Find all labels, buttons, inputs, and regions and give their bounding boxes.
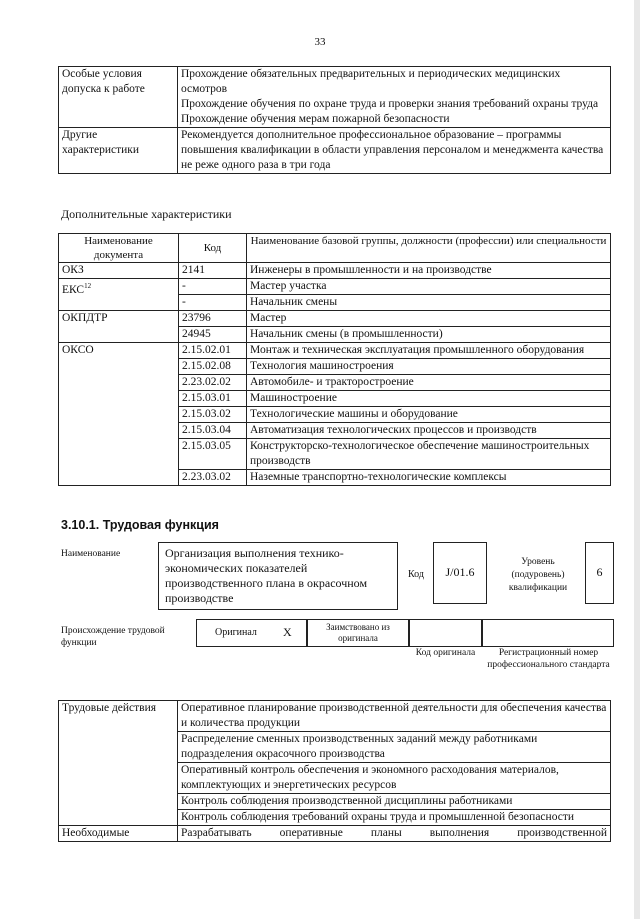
scan-edge xyxy=(634,0,640,919)
name-cell: Автоматизация технологических процессов и производств xyxy=(247,423,611,439)
list-item: Прохождение обучения мерам пожарной безопасности xyxy=(181,113,450,125)
original-mark: X xyxy=(283,625,292,639)
actions-table xyxy=(58,700,611,842)
doc-cell: ОКСО xyxy=(59,343,179,486)
row-label: Другие характеристики xyxy=(59,128,178,174)
name-cell: Конструкторско-технологическое обеспечение машиностроительных производств xyxy=(247,439,611,470)
table-row xyxy=(59,311,611,327)
header-code: Код xyxy=(179,234,247,263)
code-cell: 2.23.03.02 xyxy=(179,470,247,486)
code-cell: - xyxy=(179,279,247,295)
table-row xyxy=(59,701,611,732)
list-item: Оперативный контроль обеспечения и экономного расходования материалов, комплектующих и энергетических ресурсов xyxy=(178,763,611,794)
name-cell: Наземные транспортно-технологические комплексы xyxy=(247,470,611,486)
code-cell: - xyxy=(179,295,247,311)
name-cell: Технологические машины и оборудование xyxy=(247,407,611,423)
name-label: Наименование xyxy=(61,549,121,559)
name-cell: Начальник смены (в промышленности) xyxy=(247,327,611,343)
name-cell: Инженеры в промышленности и на производстве xyxy=(247,263,611,279)
code-cell: 24945 xyxy=(179,327,247,343)
code-cell: 2.15.03.04 xyxy=(179,423,247,439)
additional-table xyxy=(58,233,611,486)
list-item: Прохождение обучения по охране труда и проверки знания требований охраны труда xyxy=(181,98,599,110)
header-name: Наименование базовой группы, должности (профессии) или специальности xyxy=(247,234,611,263)
name-cell: Машиностроение xyxy=(247,391,611,407)
original-box xyxy=(196,619,308,647)
name-cell: Технология машиностроения xyxy=(247,359,611,375)
name-cell: Монтаж и техническая эксплуатация промышленного оборудования xyxy=(247,343,611,359)
borrowed-label: Заимствовано из оригинала xyxy=(326,622,390,643)
table-row xyxy=(59,279,611,295)
table-row xyxy=(59,343,611,359)
row-label: Необходимые xyxy=(59,826,178,842)
origin-label: Происхождение трудовой функции xyxy=(61,626,165,648)
additional-heading: Дополнительные характеристики xyxy=(61,207,232,221)
code-cell: 2.15.02.01 xyxy=(179,343,247,359)
list-item: Прохождение обязательных предварительных и периодических медицинских осмотров xyxy=(181,68,561,95)
reg-number-box xyxy=(481,619,614,647)
code-label: Код xyxy=(408,569,424,580)
table-row xyxy=(59,128,611,174)
reg-number-caption: Регистрационный номер профессионального стандарта xyxy=(487,648,610,670)
list-item: Разрабатывать оперативные планы выполнения производственной xyxy=(178,826,611,842)
row-content xyxy=(178,67,611,128)
code-original-caption: Код оригинала xyxy=(415,648,476,658)
conditions-table xyxy=(58,66,611,174)
name-cell: Автомобиле- и тракторостроение xyxy=(247,375,611,391)
code-cell: 2.15.03.05 xyxy=(179,439,247,470)
name-cell: Мастер участка xyxy=(247,279,611,295)
list-item: Рекомендуется дополнительное профессиональное образование – программы повышения квалификации в области управления персоналом и менеджмента качества не реже одного раза в три года xyxy=(181,129,604,171)
code-cell: 2.15.03.01 xyxy=(179,391,247,407)
section-title: 3.10.1. Трудовая функция xyxy=(61,518,219,532)
level-label: Уровень (подуровень) квалификации xyxy=(508,557,568,593)
name-cell: Начальник смены xyxy=(247,295,611,311)
level-box xyxy=(585,542,614,604)
page-number: 33 xyxy=(314,36,326,48)
code-cell: 23796 xyxy=(179,311,247,327)
code-value: J/01.6 xyxy=(445,565,475,579)
row-content xyxy=(178,128,611,174)
row-label: Трудовые действия xyxy=(59,701,178,826)
level-value: 6 xyxy=(596,565,603,579)
table-row xyxy=(59,263,611,279)
list-item: Оперативное планирование производственной деятельности для обеспечения качества и количества продукции xyxy=(178,701,611,732)
footnote-ref: 12 xyxy=(84,282,92,290)
name-cell: Мастер xyxy=(247,311,611,327)
code-cell: 2.15.02.08 xyxy=(179,359,247,375)
doc-cell: ОКЗ xyxy=(59,263,179,279)
code-cell: 2.23.02.02 xyxy=(179,375,247,391)
original-label: Оригинал xyxy=(215,627,257,638)
doc-name: ЕКС xyxy=(62,283,85,296)
code-box xyxy=(433,542,487,604)
header-row xyxy=(59,234,611,263)
row-label: Особые условия допуска к работе xyxy=(59,67,178,128)
list-item: Контроль соблюдения производственной дисциплины работниками xyxy=(178,794,611,810)
code-original-box xyxy=(408,619,483,647)
table-row xyxy=(59,67,611,128)
list-item: Распределение сменных производственных заданий между работниками подразделения окрасочного производства xyxy=(178,732,611,763)
doc-cell xyxy=(59,279,179,311)
function-name-box xyxy=(158,542,398,610)
doc-cell: ОКПДТР xyxy=(59,311,179,343)
borrowed-box xyxy=(306,619,410,647)
table-row xyxy=(59,826,611,842)
header-doc: Наименование документа xyxy=(59,234,179,263)
code-cell: 2141 xyxy=(179,263,247,279)
code-cell: 2.15.03.02 xyxy=(179,407,247,423)
list-item: Контроль соблюдения требований охраны труда и промышленной безопасности xyxy=(178,810,611,826)
function-name: Организация выполнения технико-экономических показателей производственного плана в окрасочном производстве xyxy=(165,546,368,605)
